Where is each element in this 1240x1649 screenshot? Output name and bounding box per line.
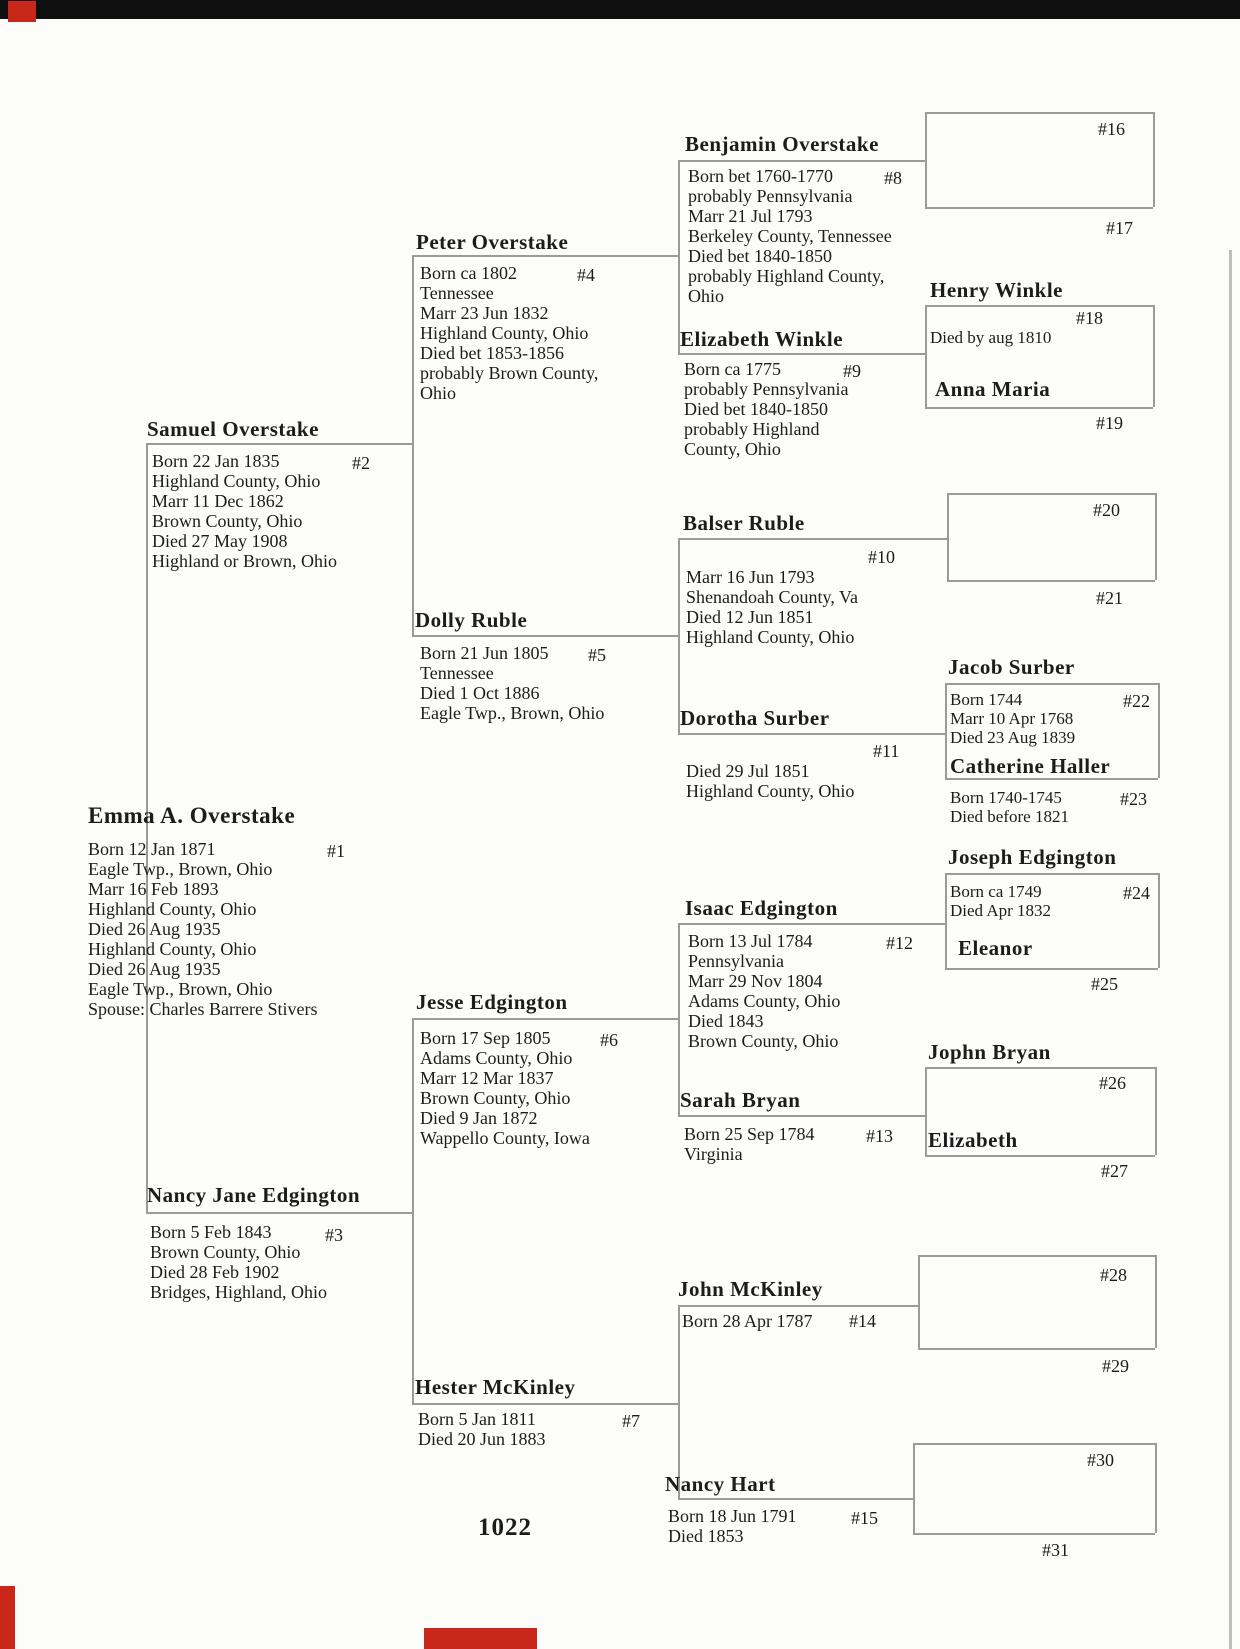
person-details-line: Born 25 Sep 1784: [684, 1124, 815, 1144]
rule-line: [412, 1403, 678, 1405]
rule-line: [146, 1212, 412, 1214]
rule-line: [947, 493, 949, 580]
person-details-line: Spouse: Charles Barrere Stivers: [88, 999, 318, 1019]
ancestor-number: #10: [868, 547, 895, 567]
person-details-line: Born 28 Apr 1787: [682, 1311, 813, 1331]
ancestor-number: #9: [843, 361, 861, 381]
person-name: Elizabeth: [928, 1128, 1018, 1152]
person-details-line: Brown County, Ohio: [152, 511, 303, 531]
person-details-line: Eagle Twp., Brown, Ohio: [88, 859, 273, 879]
rule-line: [925, 407, 1153, 409]
person-details-line: Died 26 Aug 1935: [88, 919, 221, 939]
rule-line: [412, 1018, 678, 1020]
person-name: Dorotha Surber: [680, 706, 830, 730]
ancestor-number: #30: [1087, 1450, 1114, 1470]
person-name: Balser Ruble: [683, 511, 805, 535]
person-name: Joseph Edgington: [948, 845, 1117, 869]
person-name: Henry Winkle: [930, 278, 1063, 302]
ancestor-number: #28: [1100, 1265, 1127, 1285]
rule-line: [925, 305, 1153, 307]
ancestor-number: #14: [849, 1311, 876, 1331]
person-details-line: probably Brown County,: [420, 363, 599, 383]
person-details-line: Died 23 Aug 1839: [950, 728, 1076, 747]
person-details-line: Died 9 Jan 1872: [420, 1108, 538, 1128]
person-name: Anna Maria: [935, 377, 1051, 401]
person-details-line: Died 1 Oct 1886: [420, 683, 540, 703]
ancestor-number: #17: [1106, 218, 1133, 238]
rule-line: [925, 112, 927, 207]
ancestor-number: #15: [851, 1508, 878, 1528]
rule-line: [678, 1498, 913, 1500]
rule-line: [412, 635, 678, 637]
person-details-line: Highland County, Ohio: [88, 939, 257, 959]
rule-line: [945, 968, 1158, 970]
person-name: Nancy Jane Edgington: [147, 1183, 361, 1207]
ancestor-number: #16: [1098, 119, 1125, 139]
rule-line: [918, 1255, 920, 1348]
rule-line: [913, 1443, 1155, 1445]
person-details-line: Highland County, Ohio: [686, 781, 855, 801]
rule-line: [1155, 1443, 1157, 1533]
rule-line: [678, 160, 680, 353]
ancestor-number: #2: [352, 453, 370, 473]
person-details-line: County, Ohio: [684, 439, 781, 459]
ancestor-number: #12: [886, 933, 913, 953]
person-details-line: Born ca 1775: [684, 359, 781, 379]
person-details-line: Born 22 Jan 1835: [152, 451, 280, 471]
rule-line: [678, 160, 925, 162]
rule-line: [945, 873, 1158, 875]
rule-line: [1155, 493, 1157, 580]
person-name: Isaac Edgington: [685, 896, 838, 920]
ancestor-number: #3: [325, 1225, 343, 1245]
person-details-line: Marr 10 Apr 1768: [950, 709, 1074, 728]
rule-line: [925, 1155, 1155, 1157]
rule-line: [1155, 1067, 1157, 1155]
person-details-line: Died 1843: [688, 1011, 764, 1031]
person-details-line: Pennsylvania: [688, 951, 784, 971]
person-details-line: Highland County, Ohio: [420, 323, 589, 343]
person-details-line: Brown County, Ohio: [688, 1031, 839, 1051]
scan-artifact-red-bar-bottom: [424, 1628, 537, 1649]
rule-line: [925, 207, 1153, 209]
rule-line: [678, 353, 925, 355]
person-details-line: Born 12 Jan 1871: [88, 839, 216, 859]
ancestor-number: #18: [1076, 308, 1103, 328]
person-details-line: Ohio: [688, 286, 724, 306]
rule-line: [678, 1115, 925, 1117]
rule-line: [913, 1443, 915, 1533]
person-details-line: probably Highland County,: [688, 266, 885, 286]
rule-line: [1153, 112, 1155, 207]
person-details-line: Born 1744: [950, 690, 1023, 709]
scan-artifact-red-mark-bottom-left: [0, 1586, 15, 1649]
rule-line: [918, 1255, 1155, 1257]
rule-line: [412, 255, 414, 635]
rule-line: [918, 1348, 1155, 1350]
person-name: Jesse Edgington: [416, 990, 568, 1014]
person-details-line: Died 12 Jun 1851: [686, 607, 814, 627]
person-details-line: Highland or Brown, Ohio: [152, 551, 337, 571]
person-name: Dolly Ruble: [415, 608, 528, 632]
person-details-line: Marr 12 Mar 1837: [420, 1068, 554, 1088]
person-details-line: Berkeley County, Tennessee: [688, 226, 892, 246]
ancestor-number: #23: [1120, 789, 1147, 809]
person-details-line: Shenandoah County, Va: [686, 587, 858, 607]
person-name: Nancy Hart: [665, 1472, 776, 1496]
person-details-line: Brown County, Ohio: [150, 1242, 301, 1262]
person-details-line: Eagle Twp., Brown, Ohio: [420, 703, 605, 723]
person-details-line: Died 20 Jun 1883: [418, 1429, 546, 1449]
person-details-line: Marr 21 Jul 1793: [688, 206, 813, 226]
rule-line: [947, 493, 1155, 495]
ancestor-number: #20: [1093, 500, 1120, 520]
person-name: Catherine Haller: [950, 754, 1111, 778]
ancestor-number: #27: [1101, 1161, 1128, 1181]
rule-line: [925, 305, 927, 407]
ancestor-number: #1: [327, 841, 345, 861]
ancestor-number: #31: [1042, 1540, 1069, 1560]
person-details-line: Born 18 Jun 1791: [668, 1506, 797, 1526]
ancestor-number: #22: [1123, 691, 1150, 711]
person-details-line: probably Pennsylvania: [684, 379, 849, 399]
person-details-line: Marr 29 Nov 1804: [688, 971, 823, 991]
rule-line: [1158, 873, 1160, 968]
person-details-line: Marr 16 Jun 1793: [686, 567, 815, 587]
person-details-line: Tennessee: [420, 283, 494, 303]
person-name: Hester McKinley: [415, 1375, 576, 1399]
ancestor-number: #11: [873, 741, 900, 761]
rule-line: [913, 1533, 1155, 1535]
person-details-line: Highland County, Ohio: [88, 899, 257, 919]
ancestor-number: #7: [622, 1411, 640, 1431]
rule-line: [678, 538, 947, 540]
person-details-line: Tennessee: [420, 663, 494, 683]
page-number: 1022: [478, 1514, 532, 1541]
rule-line: [412, 255, 678, 257]
rule-line: [678, 538, 680, 733]
person-details-line: Adams County, Ohio: [420, 1048, 573, 1068]
person-details-line: Died 29 Jul 1851: [686, 761, 810, 781]
person-details-line: Died 1853: [668, 1526, 744, 1546]
person-name: Jophn Bryan: [928, 1040, 1051, 1064]
rule-line: [945, 873, 947, 968]
person-details-line: Died bet 1840-1850: [688, 246, 832, 266]
ancestor-number: #21: [1096, 588, 1123, 608]
person-details-line: Born 13 Jul 1784: [688, 931, 813, 951]
rule-line: [945, 683, 1158, 685]
person-name: Samuel Overstake: [147, 417, 319, 441]
rule-line: [146, 443, 412, 445]
person-details-line: Eagle Twp., Brown, Ohio: [88, 979, 273, 999]
person-name: Emma A. Overstake: [88, 803, 296, 828]
person-details-line: Born bet 1760-1770: [688, 166, 833, 186]
ancestor-number: #8: [884, 168, 902, 188]
rule-line: [925, 1067, 927, 1155]
person-details-line: probably Pennsylvania: [688, 186, 853, 206]
person-details-line: Died by aug 1810: [930, 328, 1052, 347]
person-details-line: Born ca 1749: [950, 882, 1042, 901]
rule-line: [678, 1305, 680, 1498]
person-details-line: Died 27 May 1908: [152, 531, 288, 551]
rule-line: [678, 923, 945, 925]
person-details-line: Marr 16 Feb 1893: [88, 879, 219, 899]
person-name: Eleanor: [958, 936, 1033, 960]
person-details-line: Died 26 Aug 1935: [88, 959, 221, 979]
person-details-line: Marr 23 Jun 1832: [420, 303, 549, 323]
ancestor-number: #25: [1091, 974, 1118, 994]
person-details-line: probably Highland: [684, 419, 820, 439]
rule-line: [678, 733, 945, 735]
rule-line: [678, 923, 680, 1115]
ancestor-number: #13: [866, 1126, 893, 1146]
person-details-line: Brown County, Ohio: [420, 1088, 571, 1108]
scan-artifact-red-mark-top-left: [8, 1, 36, 22]
rule-line: [1158, 683, 1160, 778]
person-details-line: Adams County, Ohio: [688, 991, 841, 1011]
rule-line: [925, 112, 1153, 114]
scan-artifact-right-edge: [1229, 250, 1232, 1649]
ancestor-number: #6: [600, 1030, 618, 1050]
person-details-line: Born 5 Jan 1811: [418, 1409, 536, 1429]
person-details-line: Born 5 Feb 1843: [150, 1222, 272, 1242]
rule-line: [412, 1018, 414, 1403]
person-details-line: Died bet 1840-1850: [684, 399, 828, 419]
person-details-line: Died bet 1853-1856: [420, 343, 564, 363]
person-details-line: Virginia: [684, 1144, 743, 1164]
person-name: John McKinley: [678, 1277, 823, 1301]
rule-line: [945, 778, 1158, 780]
scan-artifact-top-band: [0, 0, 1240, 19]
rule-line: [947, 580, 1155, 582]
person-details-line: Bridges, Highland, Ohio: [150, 1282, 327, 1302]
person-details-line: Died before 1821: [950, 807, 1069, 826]
person-details-line: Highland County, Ohio: [152, 471, 321, 491]
person-details-line: Born 1740-1745: [950, 788, 1062, 807]
rule-line: [678, 1305, 918, 1307]
person-details-line: Died 28 Feb 1902: [150, 1262, 280, 1282]
ancestor-number: #5: [588, 645, 606, 665]
ancestor-number: #29: [1102, 1356, 1129, 1376]
person-details-line: Died Apr 1832: [950, 901, 1052, 920]
person-name: Peter Overstake: [416, 230, 569, 254]
person-details-line: Ohio: [420, 383, 456, 403]
person-details-line: Highland County, Ohio: [686, 627, 855, 647]
person-details-line: Wappello County, Iowa: [420, 1128, 590, 1148]
rule-line: [1155, 1255, 1157, 1348]
person-details-line: Born 21 Jun 1805: [420, 643, 549, 663]
ancestor-number: #26: [1099, 1073, 1126, 1093]
person-details-line: Marr 11 Dec 1862: [152, 491, 284, 511]
person-name: Elizabeth Winkle: [680, 327, 844, 351]
person-name: Sarah Bryan: [680, 1088, 801, 1112]
rule-line: [1153, 305, 1155, 407]
person-details-line: Born 17 Sep 1805: [420, 1028, 551, 1048]
person-details-line: Born ca 1802: [420, 263, 517, 283]
ancestor-number: #19: [1096, 413, 1123, 433]
rule-line: [925, 1067, 1155, 1069]
rule-line: [945, 683, 947, 778]
ancestor-number: #4: [577, 265, 595, 285]
person-name: Jacob Surber: [948, 655, 1075, 679]
person-name: Benjamin Overstake: [685, 132, 879, 156]
ancestor-number: #24: [1123, 883, 1150, 903]
